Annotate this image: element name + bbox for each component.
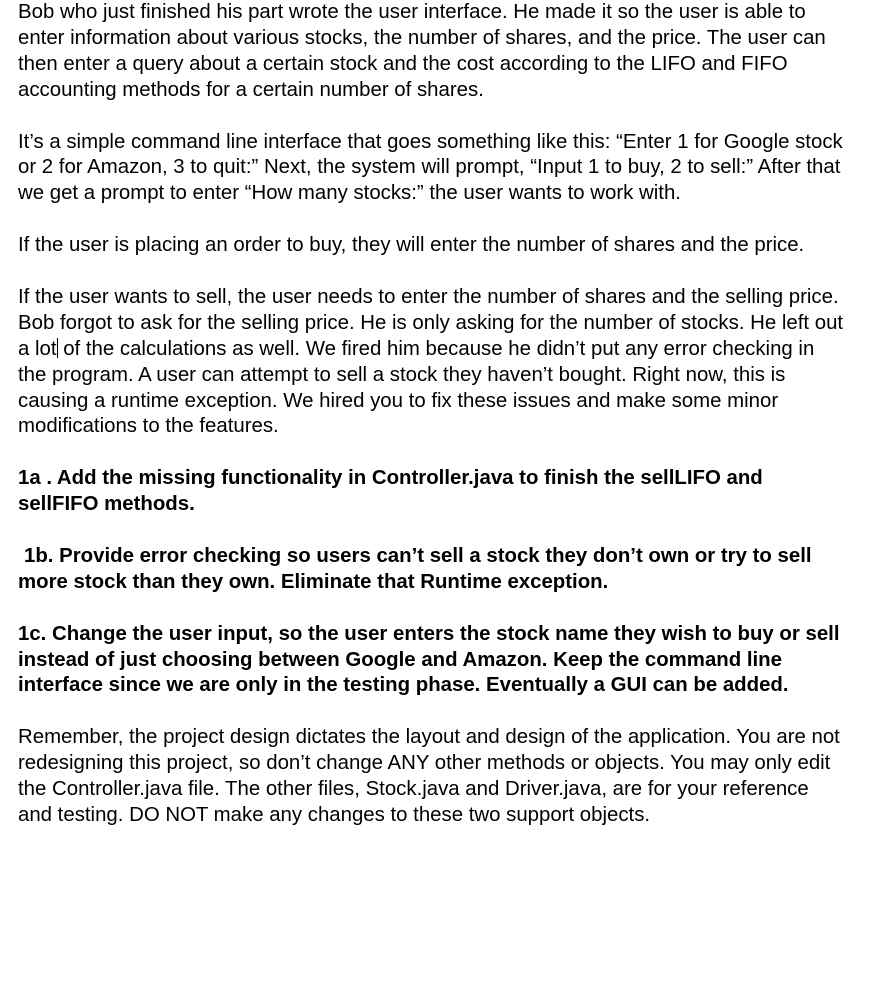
buy-order-paragraph: If the user is placing an order to buy, they will enter the number of shares and the price. [18, 234, 805, 257]
document-body [18, 0, 848, 855]
cli-description-paragraph: It’s a simple command line interface that goes something like this: “Enter 1 for Google stock or 2 for Amazon, 3 to quit:” Next, the system will prompt, “Input 1 to buy, 2 to sell:” After that we get a prompt to enter “How many stocks:” the user wants to work with. [18, 130, 843, 205]
closing-paragraph: Remember, the project design dictates the layout and design of the application. You are not redesigning this project, so don’t change ANY other methods or objects. You may only edit the Controller.java file. The other files, Stock.java and Driver.java, are for your reference and testing. DO NOT make any changes to these two support objects. [18, 726, 840, 826]
task-1a: 1a . Add the missing functionality in Controller.java to finish the sellLIFO and sellFIFO methods. [18, 467, 763, 516]
sell-paragraph-text-start: If the user wants to sell, the user needs to enter the number of shares and the selling price. Bob forgot to ask for the selling price. He is only asking for the number of stocks. He left out a lot [18, 285, 844, 360]
intro-paragraph: Bob who just finished his part wrote the user interface. He made it so the user is able to enter information about various stocks, the number of shares, and the price. The user can then enter a query about a certain stock and the cost according to the LIFO and FIFO accounting methods for a certain number of shares. [18, 1, 826, 101]
sell-paragraph-text-end: of the calculations as well. We fired him because he didn’t put any error checking in the program. A user can attempt to sell a stock they haven’t bought. Right now, this is causing a runtime exception. We hired you to fix these issues and make some minor modifications to the features. [18, 337, 815, 438]
task-1b [18, 544, 848, 596]
task-1c: 1c. Change the user input, so the user enters the stock name they wish to buy or sell instead of just choosing between Google and Amazon. Keep the command line interface since we are only in the testing phase. Eventually a GUI can be added. [18, 622, 840, 697]
sell-order-paragraph [18, 285, 848, 440]
task-1b-text: 1b. Provide error checking so users can’t sell a stock they don’t own or try to sell more stock than they own. Eliminate that Runtime exception. [18, 544, 812, 593]
